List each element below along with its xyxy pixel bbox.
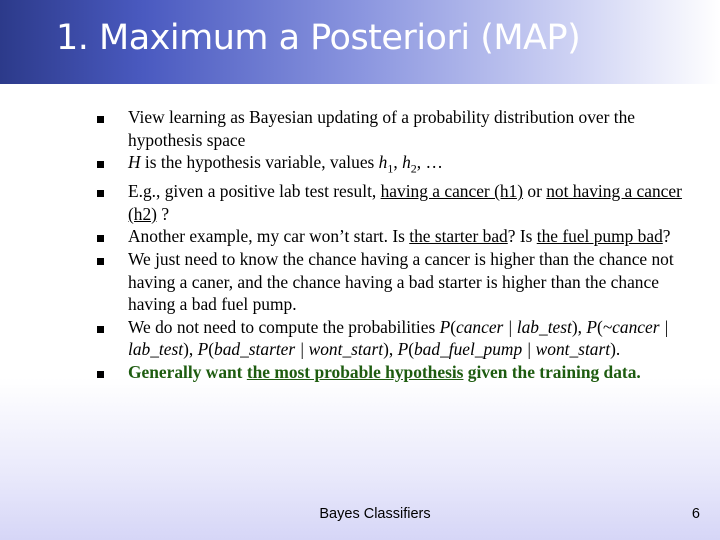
bullet-text-segment: P	[586, 316, 597, 337]
bullet-text-segment: We just need to know the chance having a cancer is higher than the chance not having a caner, and the chance having a bad starter is higher than the chance having a bad fuel pump.	[128, 249, 674, 315]
page-number: 6	[691, 506, 700, 522]
bullet-text-segment: ),	[183, 339, 198, 360]
square-bullet-icon	[97, 235, 104, 242]
bullet-text-segment: ,	[393, 152, 403, 173]
bullet-text-segment: h	[402, 152, 411, 173]
bullet-text-segment: ),	[571, 316, 587, 337]
slide-title: 1. Maximum a Posteriori (MAP)	[56, 18, 581, 58]
bullet-item	[96, 106, 696, 151]
bullet-text-segment: (	[208, 339, 214, 360]
bullet-text-segment: ? Is	[507, 226, 537, 247]
bullet-item	[96, 180, 696, 225]
title-bar	[0, 0, 720, 84]
bullet-text-segment: bad_fuel_pump | wont_start	[413, 339, 611, 360]
bullet-text-segment: , …	[416, 152, 443, 173]
bullet-text-segment: ),	[383, 339, 398, 360]
bullet-text-segment: E.g., given a positive lab test result,	[128, 181, 381, 202]
bullet-text-segment: the most probable hypothesis	[246, 362, 464, 382]
bullet-text-segment: having a cancer (h1)	[380, 181, 524, 202]
bullet-text-segment: cancer | lab_test	[455, 316, 572, 337]
footer-label: Bayes Classifiers	[319, 506, 431, 522]
bullet-text-segment: We do not need to compute the probabilities	[128, 316, 440, 337]
bullet-text-segment: or	[523, 181, 547, 202]
bullet-text-segment: (	[450, 316, 456, 337]
square-bullet-icon	[97, 371, 104, 378]
bullet-text-segment: P	[439, 316, 451, 337]
bullet-text-segment: the fuel pump bad	[536, 226, 663, 247]
bullet-item	[96, 316, 696, 361]
bullet-text-segment: given the training data.	[463, 362, 641, 382]
bullet-text-segment: is the hypothesis variable, values	[140, 152, 379, 173]
bullet-text-segment: 1	[387, 161, 394, 176]
bullet-text-segment: bad_starter | wont_start	[214, 339, 384, 360]
bullet-text-segment: ?	[156, 203, 170, 224]
square-bullet-icon	[97, 258, 104, 265]
bullet-item	[96, 151, 696, 180]
bullet-text-segment: (	[596, 316, 603, 337]
bullet-text-segment: the starter bad	[409, 226, 508, 247]
bullet-text-segment: not having a cancer (h2)	[128, 181, 682, 224]
square-bullet-icon	[97, 161, 104, 168]
square-bullet-icon	[97, 116, 104, 123]
bullet-text-segment: 2	[410, 161, 417, 176]
bullet-text-segment: P	[197, 339, 209, 360]
square-bullet-icon	[97, 190, 104, 197]
bullet-text-segment: View learning as Bayesian updating of a probability distribution over the hypothesis space	[128, 107, 636, 150]
bullet-item	[96, 248, 696, 316]
bullet-text-segment: ?	[662, 226, 671, 247]
bullet-text-segment: (	[408, 339, 414, 360]
bullet-text-segment: ).	[610, 339, 621, 360]
bullet-text-segment: Generally want	[128, 362, 247, 382]
bullet-list	[96, 106, 696, 384]
bullet-text-segment: P	[397, 339, 409, 360]
bullet-text-segment: h	[378, 152, 388, 173]
bullet-text-segment: ~cancer | lab_test	[128, 316, 669, 360]
bullet-text-segment: Another example, my car won’t start. Is	[128, 226, 410, 247]
bullet-item	[96, 361, 696, 384]
bullet-text-segment: H	[128, 152, 141, 173]
square-bullet-icon	[97, 326, 104, 333]
bullet-item	[96, 225, 696, 248]
